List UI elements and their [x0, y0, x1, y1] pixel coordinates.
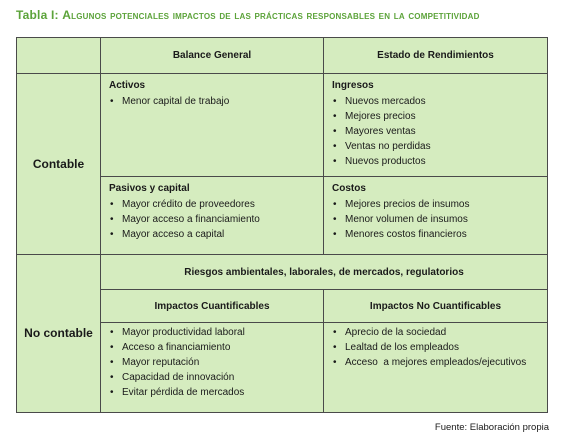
contable-label: Contable — [17, 74, 101, 255]
list-item: • Acceso a financiamiento — [109, 340, 315, 355]
list-item: • Acceso a mejores empleados/ejecutivos — [332, 355, 539, 370]
list-item: • Mayor acceso a capital — [109, 227, 315, 242]
list-item: • Ventas no perdidas — [332, 139, 539, 154]
riesgos-header: Riesgos ambientales, laborales, de mercados, regulatorios — [101, 255, 548, 290]
list-item: • Capacidad de innovación — [109, 370, 315, 385]
list-item: • Mayores ventas — [332, 124, 539, 139]
list-item: • Nuevos productos — [332, 154, 539, 169]
list-item: • Mayor reputación — [109, 355, 315, 370]
cuantificables-list — [109, 325, 315, 400]
no-contable-label: No contable — [17, 255, 101, 413]
impacts-table — [16, 37, 548, 413]
activos-list — [109, 94, 315, 109]
caption-text: Algunos potenciales impactos de las prácticas responsables en la competitividad — [62, 8, 480, 22]
no-cuantificables-list — [332, 325, 539, 370]
list-item: • Evitar pérdida de mercados — [109, 385, 315, 400]
pasivos-cell — [101, 177, 324, 255]
list-item: • Mayor productividad laboral — [109, 325, 315, 340]
balance-general-header: Balance General — [101, 38, 324, 74]
ingresos-list — [332, 94, 539, 169]
list-item: • Aprecio de la sociedad — [332, 325, 539, 340]
pasivos-title: Pasivos y capital — [109, 183, 190, 194]
list-item: • Mayor crédito de proveedores — [109, 197, 315, 212]
riesgos-row — [17, 255, 548, 290]
costos-cell — [324, 177, 548, 255]
list-item: • Menores costos financieros — [332, 227, 539, 242]
list-item: • Mayor acceso a financiamiento — [109, 212, 315, 227]
ingresos-cell — [324, 74, 548, 177]
list-item: • Mejores precios — [332, 109, 539, 124]
costos-list — [332, 197, 539, 242]
activos-cell — [101, 74, 324, 177]
table-caption — [16, 8, 480, 22]
list-item: • Menor volumen de insumos — [332, 212, 539, 227]
pasivos-list — [109, 197, 315, 242]
list-item: • Nuevos mercados — [332, 94, 539, 109]
estado-rendimientos-header: Estado de Rendimientos — [324, 38, 548, 74]
list-item: • Menor capital de trabajo — [109, 94, 315, 109]
cuantificables-header: Impactos Cuantificables — [101, 290, 324, 323]
source-note: Fuente: Elaboración propia — [434, 422, 549, 433]
list-item: • Lealtad de los empleados — [332, 340, 539, 355]
cuantificables-cell — [101, 323, 324, 413]
contable-row-1 — [17, 74, 548, 177]
header-row — [17, 38, 548, 74]
ingresos-title: Ingresos — [332, 80, 374, 91]
corner-cell — [17, 38, 101, 74]
no-cuantificables-header: Impactos No Cuantificables — [324, 290, 548, 323]
list-item: • Mejores precios de insumos — [332, 197, 539, 212]
activos-title: Activos — [109, 80, 146, 91]
costos-title: Costos — [332, 183, 366, 194]
caption-prefix: Tabla I: — [16, 8, 59, 22]
no-cuantificables-cell — [324, 323, 548, 413]
